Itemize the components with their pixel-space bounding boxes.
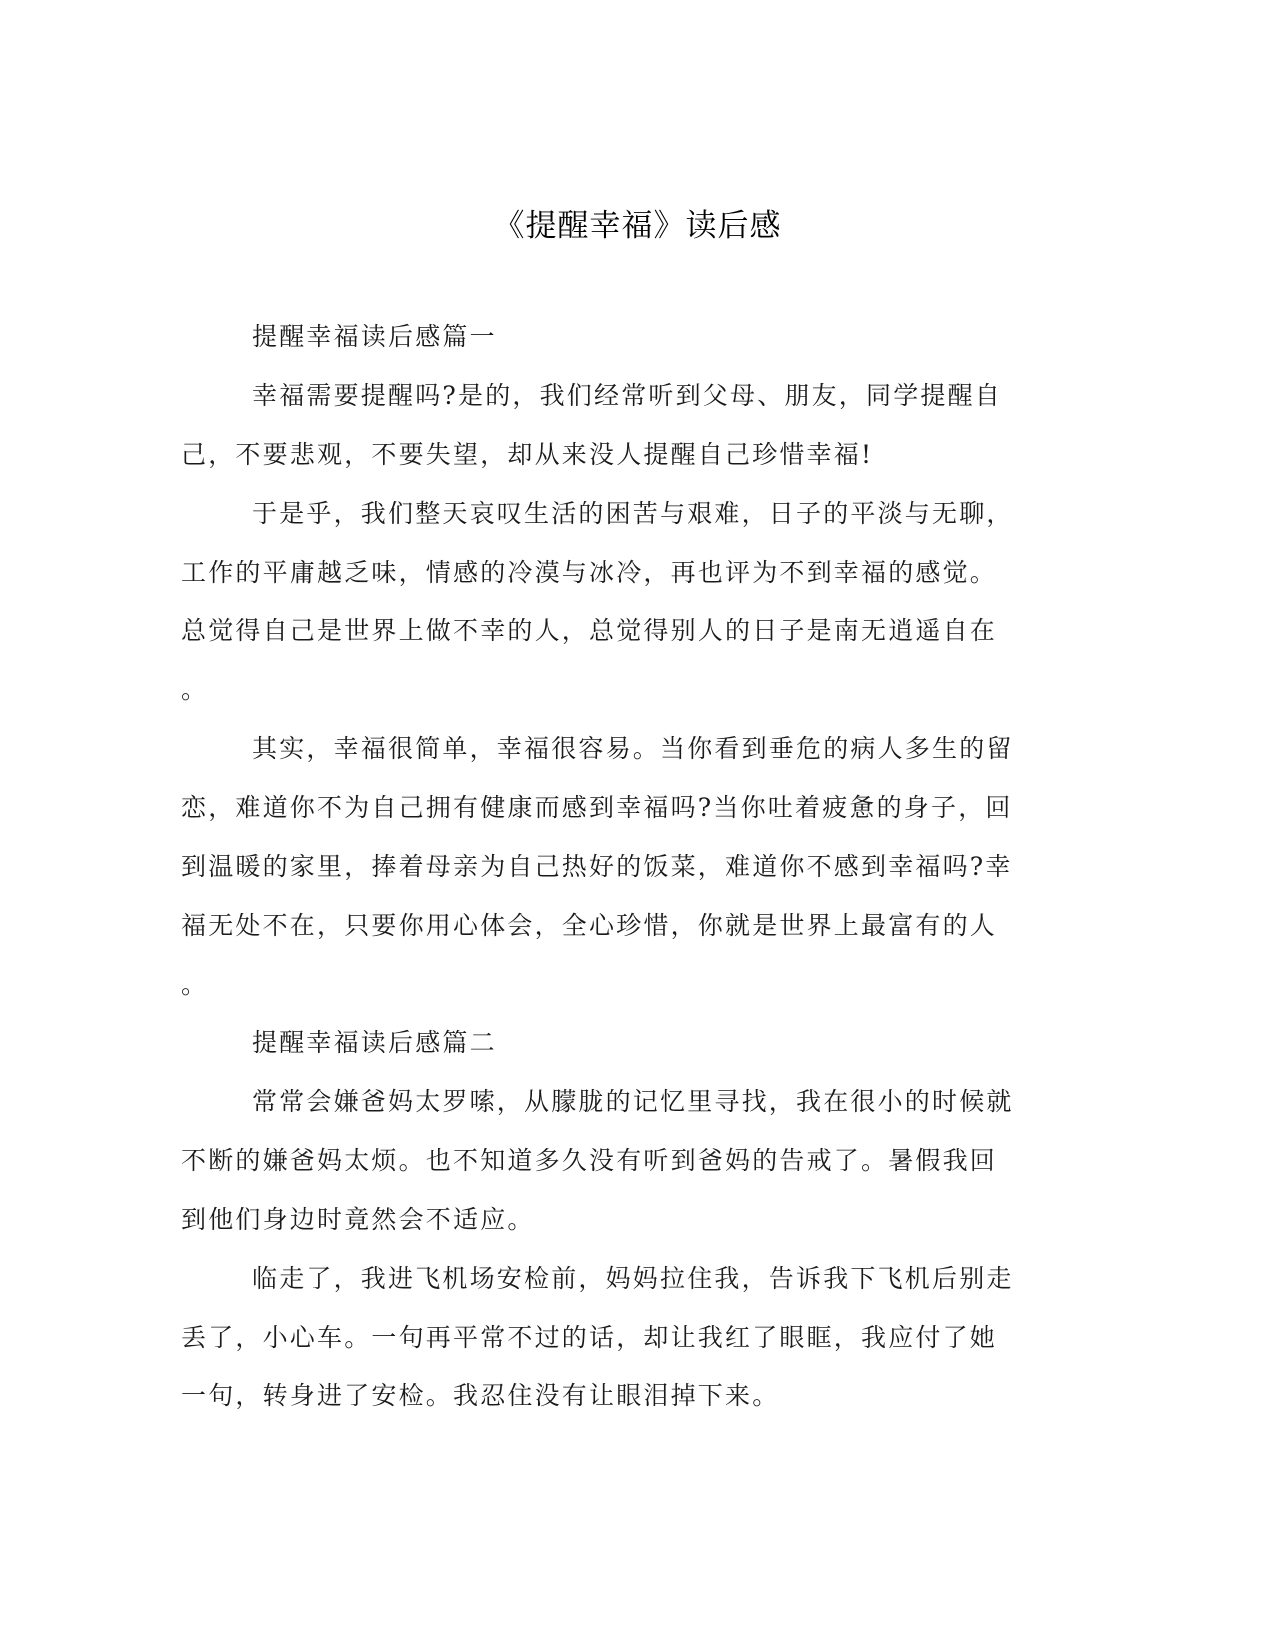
paragraph-line: 到他们身边时竟然会不适应。 <box>181 1205 535 1234</box>
paragraph-line: 于是乎，我们整天哀叹生活的困苦与艰难，日子的平淡与无聊， <box>252 499 1014 528</box>
paragraph-line: 。 <box>181 675 209 704</box>
paragraph-line: 总觉得自己是世界上做不幸的人，总觉得别人的日子是南无逍遥自在 <box>181 616 998 645</box>
document-title: 《提醒幸福》读后感 <box>493 208 782 244</box>
paragraph-line: 到温暖的家里，捧着母亲为自己热好的饭菜，难道你不感到幸福吗?幸 <box>181 852 1013 881</box>
paragraph-line: 丢了，小心车。一句再平常不过的话，却让我红了眼眶，我应付了她 <box>181 1323 998 1352</box>
paragraph-line: 恋，难道你不为自己拥有健康而感到幸福吗?当你吐着疲惫的身子，回 <box>181 793 1013 822</box>
section-heading-2: 提醒幸福读后感篇二 <box>252 1028 497 1057</box>
section-heading-1: 提醒幸福读后感篇一 <box>252 322 497 351</box>
paragraph-line: 己，不要悲观，不要失望，却从来没人提醒自己珍惜幸福! <box>181 440 874 469</box>
paragraph-line: 。 <box>181 970 209 999</box>
paragraph-line: 一句，转身进了安检。我忍住没有让眼泪掉下来。 <box>181 1381 780 1410</box>
paragraph-line: 工作的平庸越乏味，情感的冷漠与冰冷，再也评为不到幸福的感觉。 <box>181 558 998 587</box>
paragraph-line: 其实，幸福很简单，幸福很容易。当你看到垂危的病人多生的留 <box>252 734 1014 763</box>
paragraph-line: 不断的嫌爸妈太烦。也不知道多久没有听到爸妈的告戒了。暑假我回 <box>181 1146 998 1175</box>
paragraph-line: 幸福需要提醒吗?是的，我们经常听到父母、朋友，同学提醒自 <box>252 381 1003 410</box>
paragraph-line: 临走了，我进飞机场安检前，妈妈拉住我，告诉我下飞机后别走 <box>252 1264 1014 1293</box>
paragraph-line: 常常会嫌爸妈太罗嗦，从朦胧的记忆里寻找，我在很小的时候就 <box>252 1087 1014 1116</box>
paragraph-line: 福无处不在，只要你用心体会，全心珍惜，你就是世界上最富有的人 <box>181 911 998 940</box>
